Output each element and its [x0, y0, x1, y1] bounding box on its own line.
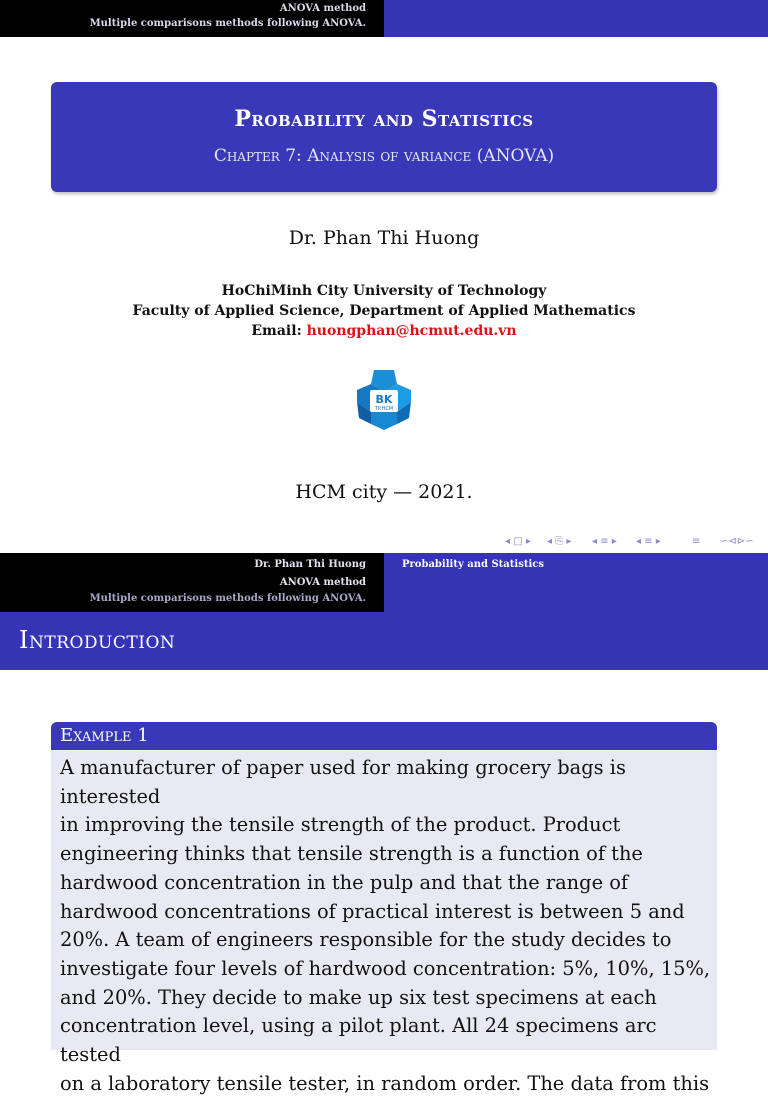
header-right-panel [384, 0, 768, 37]
header-section[interactable]: ANOVA method [279, 3, 366, 14]
example-text [60, 754, 712, 1098]
example-line: A manufacturer of paper used for making grocery bags is interested [60, 756, 626, 808]
slide-header [0, 553, 768, 612]
presentation-subtitle: Chapter 7: Analysis of variance (ANOVA) [213, 146, 555, 166]
example-line: and 20%. They decide to make up six test specimens at each [60, 985, 657, 1009]
example-block-body [51, 750, 717, 1095]
header-author: Dr. Phan Thi Huong [254, 559, 366, 570]
example-line: investigate four levels of hardwood concentration: 5%, 10%, 15%, [60, 956, 711, 980]
example-line: on a laboratory tensile tester, in random order. The data from this [60, 1071, 710, 1095]
email-label: Email: [251, 323, 302, 339]
example-title: Example 1 [60, 725, 149, 746]
svg-text:TP.HCM: TP.HCM [374, 406, 394, 412]
nav-align-icon[interactable]: ≡ [692, 536, 701, 547]
nav-search-icon[interactable]: ∽⊲⊳∽ [720, 536, 754, 547]
example-line: concentration level, using a pilot plant. All 24 specimens arc tested [60, 1014, 657, 1067]
header-section[interactable]: ANOVA method [279, 577, 366, 588]
nav-subsection-icon[interactable]: ◂ ⎘ ▸ [547, 536, 572, 547]
presentation-title: Probability and Statistics [234, 106, 534, 132]
svg-text:BK: BK [375, 393, 393, 406]
nav-doc-icon[interactable]: ◂ ≡ ▸ [636, 536, 661, 547]
example-line: engineering thinks that tensile strength is a function of the [60, 842, 643, 866]
header-subsection[interactable]: Multiple comparisons methods following ANOVA. [89, 593, 366, 604]
example-line: in improving the tensile strength of the product. Product [60, 813, 621, 837]
slide-header [0, 0, 768, 37]
institute-university: HoChiMinh City University of Technology [221, 283, 547, 299]
place-date: HCM city — 2021. [295, 481, 473, 503]
example-line: hardwood concentrations of practical interest is between 5 and [60, 899, 685, 923]
example-block [51, 722, 717, 1095]
bk-university-logo [349, 362, 419, 432]
header-short-title: Probability and Statistics [402, 559, 544, 570]
frame-title-bar [0, 612, 768, 670]
contact-email-line [0, 323, 768, 339]
nav-section-icon[interactable]: ◂ ≡ ▸ [592, 536, 617, 547]
header-right-panel [384, 553, 768, 612]
email-link[interactable]: huongphan@hcmut.edu.vn [306, 323, 517, 339]
frame-title: Introduction [19, 626, 176, 654]
header-left-panel [0, 553, 384, 612]
header-left-panel [0, 0, 384, 37]
author-name: Dr. Phan Thi Huong [288, 227, 480, 249]
content-slide [0, 553, 768, 1095]
header-subsection[interactable]: Multiple comparisons methods following ANOVA. [89, 18, 366, 29]
example-block-header [51, 722, 717, 750]
example-line: hardwood concentration in the pulp and that the range of [60, 870, 629, 894]
example-line: 20%. A team of engineers responsible for the study decides to [60, 928, 672, 952]
title-block [51, 82, 717, 192]
institute-department: Faculty of Applied Science, Department of Applied Mathematics [132, 303, 636, 319]
nav-frame-icon[interactable]: ◂ □ ▸ [505, 536, 531, 547]
